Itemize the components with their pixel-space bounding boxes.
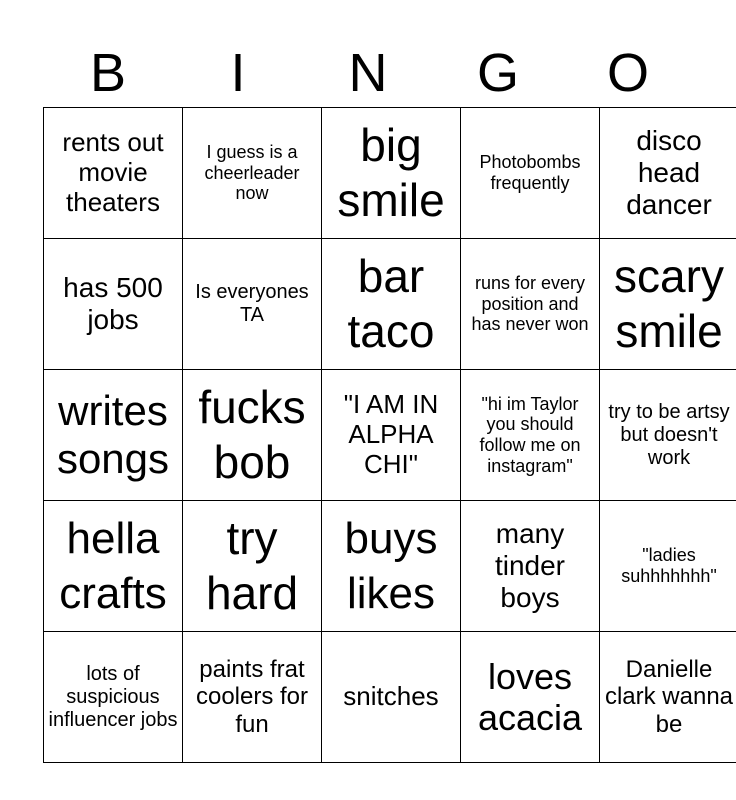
bingo-cell[interactable]: "hi im Taylor you should follow me on instagram" — [461, 370, 600, 501]
bingo-cell[interactable]: "I AM IN ALPHA CHI" — [322, 370, 461, 501]
bingo-cell[interactable]: has 500 jobs — [44, 239, 183, 370]
bingo-cell[interactable]: Is everyones TA — [183, 239, 322, 370]
bingo-cell[interactable]: loves acacia — [461, 632, 600, 763]
bingo-header — [43, 38, 693, 108]
header-letter-b: B — [89, 43, 127, 103]
bingo-cell[interactable]: runs for every position and has never won — [461, 239, 600, 370]
bingo-cell[interactable]: bar taco — [322, 239, 461, 370]
bingo-cell[interactable]: lots of suspicious influencer jobs — [44, 632, 183, 763]
bingo-cell[interactable]: hella crafts — [44, 501, 183, 632]
bingo-cell[interactable]: fucks bob — [183, 370, 322, 501]
bingo-row — [44, 108, 736, 239]
header-letter-o: O — [606, 43, 649, 103]
bingo-cell[interactable]: disco head dancer — [600, 108, 736, 239]
bingo-row — [44, 632, 736, 763]
bingo-row — [44, 239, 736, 370]
bingo-row — [44, 370, 736, 501]
bingo-cell[interactable]: scary smile — [600, 239, 736, 370]
bingo-cell[interactable]: writes songs — [44, 370, 183, 501]
header-letter-i: I — [230, 43, 246, 103]
bingo-row — [44, 501, 736, 632]
bingo-cell[interactable]: Danielle clark wanna be — [600, 632, 736, 763]
bingo-cell[interactable]: try hard — [183, 501, 322, 632]
bingo-cell[interactable]: paints frat coolers for fun — [183, 632, 322, 763]
bingo-grid — [43, 107, 736, 763]
header-letter-n: N — [348, 43, 388, 103]
bingo-cell[interactable]: rents out movie theaters — [44, 108, 183, 239]
bingo-cell[interactable]: Photobombs frequently — [461, 108, 600, 239]
bingo-cell[interactable]: big smile — [322, 108, 461, 239]
bingo-cell[interactable]: many tinder boys — [461, 501, 600, 632]
bingo-cell[interactable]: try to be artsy but doesn't work — [600, 370, 736, 501]
bingo-cell[interactable]: I guess is a cheerleader now — [183, 108, 322, 239]
bingo-cell[interactable]: snitches — [322, 632, 461, 763]
header-letter-g: G — [476, 43, 519, 103]
bingo-cell[interactable]: "ladies suhhhhhhh" — [600, 501, 736, 632]
bingo-cell[interactable]: buys likes — [322, 501, 461, 632]
